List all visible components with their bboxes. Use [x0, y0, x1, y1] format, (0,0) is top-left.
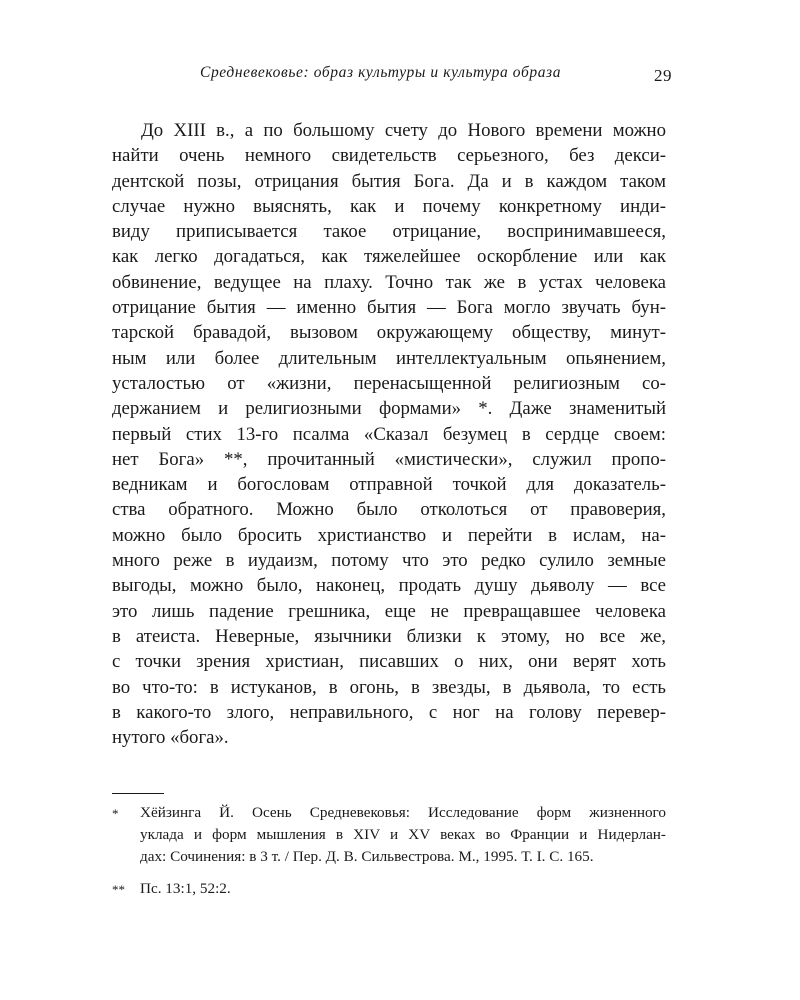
paragraph-line: с точки зрения христиан, писавших о них, они верят хоть — [112, 651, 666, 673]
paragraph-line: выгоды, можно было, наконец, продать душу дьяволу — все — [112, 575, 666, 597]
paragraph-line: До XIII в., а по большому счету до Нового времени можно — [141, 120, 666, 141]
paragraph-line: случае нужно выяснять, как и почему конкретному инди- — [112, 195, 666, 217]
paragraph-line: нет Бога» **, прочитанный «мистически», служил пропо- — [112, 448, 666, 470]
paragraph-line: усталостью от «жизни, перенасыщенной религиозным со- — [112, 372, 666, 394]
paragraph-line: в атеиста. Неверные, язычники близки к этому, но все же, — [112, 625, 666, 647]
paragraph-line: обвинение, ведущее на плаху. Точно так же в устах человека — [112, 271, 666, 293]
paragraph-line: во что-то: в истуканов, в огонь, в звезды, в дьявола, то есть — [112, 676, 666, 698]
page-number: 29 — [654, 66, 672, 85]
footnote-marker: * — [112, 806, 119, 821]
paragraph-line: можно было бросить христианство и перейти в ислам, на- — [112, 524, 666, 546]
paragraph-line: ным или более длительным интеллектуальным опьянением, — [112, 347, 666, 369]
paragraph-line: как легко догадаться, как тяжелейшее оскорбление или как — [112, 246, 666, 268]
footnote-line: уклада и форм мышления в XIV и XV веках во Франции и Нидерлан- — [140, 826, 666, 843]
paragraph-line: нутого «бога». — [112, 727, 229, 749]
paragraph-line: много реже в иудаизм, потому что это редко сулило земные — [112, 550, 666, 572]
paragraph-line: ведникам и богословам отправной точкой для доказатель- — [112, 474, 666, 496]
footnote-marker: ** — [112, 882, 125, 897]
paragraph-line: отрицание бытия — именно бытия — Бога могло звучать бун- — [112, 297, 666, 319]
footnote-line: дах: Сочинения: в 3 т. / Пер. Д. В. Сильвестрова. М., 1995. Т. I. С. 165. — [140, 848, 594, 865]
paragraph-line: первый стих 13-го псалма «Сказал безумец в сердце своем: — [112, 423, 666, 445]
footnotes — [112, 802, 666, 910]
footnote-1 — [112, 802, 666, 868]
paragraph-line: дентской позы, отрицания бытия Бога. Да и в каждом таком — [112, 170, 666, 192]
footnote-line: Хёйзинга Й. Осень Средневековья: Исследование форм жизненного — [140, 804, 666, 821]
paragraph-line: тарской бравадой, вызовом окружающему обществу, минут- — [112, 322, 666, 344]
paragraph-line: это лишь падение грешника, еще не превращавшее человека — [112, 600, 666, 622]
main-paragraph — [112, 118, 666, 750]
footnote-line: Пс. 13:1, 52:2. — [140, 880, 231, 897]
paragraph-line: найти очень немного свидетельств серьезного, без декси- — [112, 145, 666, 167]
footnote-separator — [112, 793, 164, 794]
footnote-2 — [112, 878, 666, 900]
paragraph-line: ства обратного. Можно было отколоться от правоверия, — [112, 499, 666, 521]
paragraph-line: в какого-то злого, неправильного, с ног на голову перевер- — [112, 701, 666, 723]
running-title: Средневековье: образ культуры и культура образа — [200, 64, 562, 81]
paragraph-line: держанием и религиозными формами» *. Даже знаменитый — [112, 398, 666, 420]
paragraph-line: виду приписывается такое отрицание, воспринимавшееся, — [112, 221, 666, 243]
